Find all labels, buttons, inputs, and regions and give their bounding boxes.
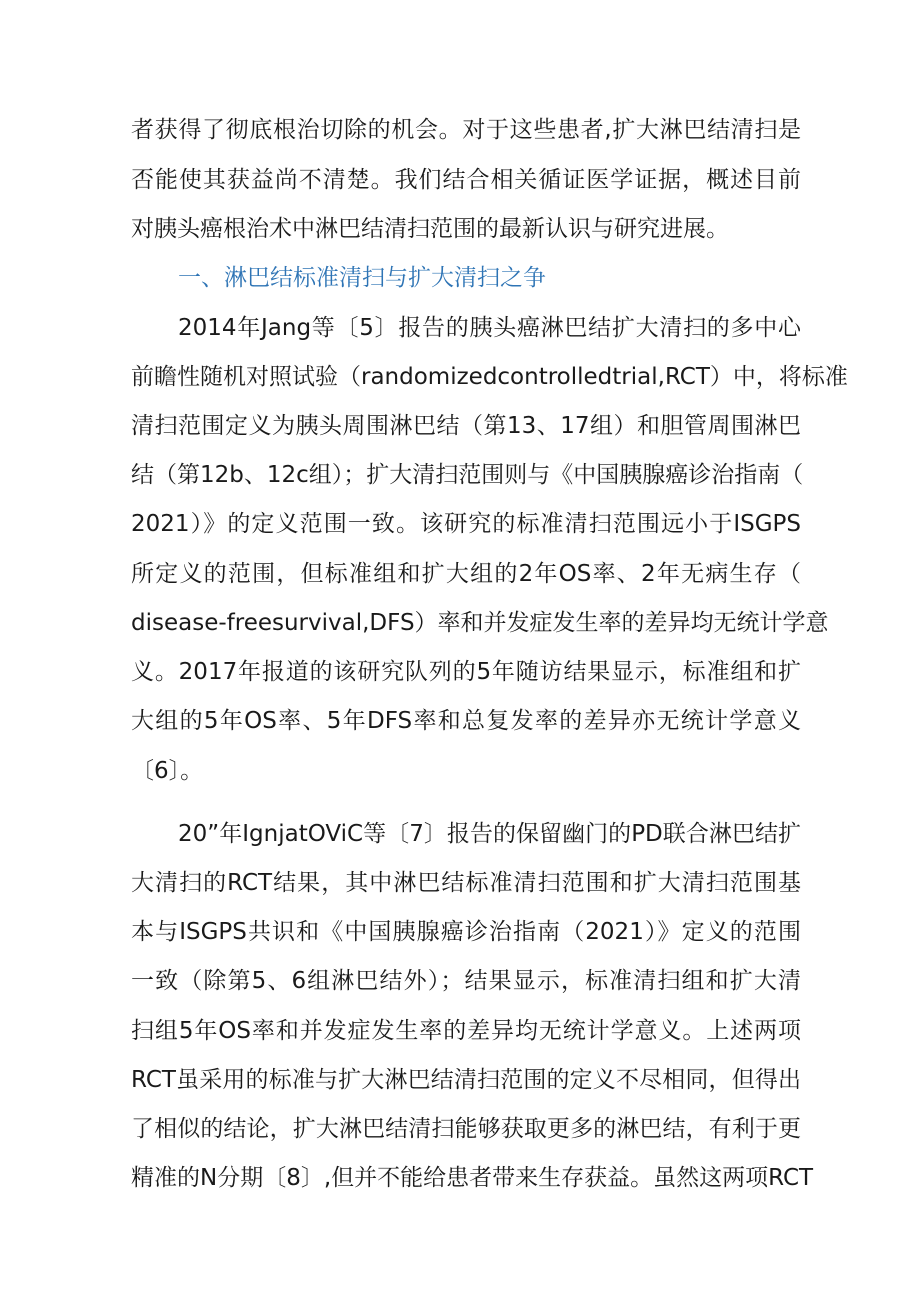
paragraph-line: 大清扫的RCT结果，其中淋巴结标准清扫范围和扩大清扫范围基: [131, 870, 801, 896]
paragraph-line: 前瞻性随机对照试验（randomizedcontrolledtrial,RCT）中，将标准: [131, 364, 848, 390]
paragraph-line: 扫组5年OS率和并发症发生率的差异均无统计学意义。上述两项: [131, 1018, 801, 1044]
section-heading: 一、淋巴结标准清扫与扩大清扫之争: [178, 265, 546, 291]
paragraph-line: 20”年IgnjatOViC等〔7〕报告的保留幽门的PD联合淋巴结扩: [178, 821, 801, 847]
paragraph-line: 2021）》的定义范围一致。该研究的标准清扫范围远小于ISGPS: [131, 511, 801, 537]
paragraph-line: 者获得了彻底根治切除的机会。对于这些患者,扩大淋巴结清扫是: [131, 117, 801, 143]
paragraph-line: 结（第12b、12c组）；扩大清扫范围则与《中国胰腺癌诊治指南（: [131, 462, 804, 488]
paragraph-line: 〔6〕。: [131, 758, 204, 784]
paragraph-line: 2014年Jang等〔5〕报告的胰头癌淋巴结扩大清扫的多中心: [178, 315, 801, 341]
paragraph-line: 对胰头癌根治术中淋巴结清扫范围的最新认识与研究进展。: [131, 216, 729, 242]
paragraph-line: 义。2017年报道的该研究队列的5年随访结果显示，标准组和扩: [131, 659, 801, 685]
paragraph-line: 大组的5年OS率、5年DFS率和总复发率的差异亦无统计学意义: [131, 708, 801, 734]
paragraph-line: RCT虽采用的标准与扩大淋巴结清扫范围的定义不尽相同，但得出: [131, 1067, 801, 1093]
paragraph-line: 本与ISGPS共识和《中国胰腺癌诊治指南（2021）》定义的范围: [131, 919, 801, 945]
paragraph-line: 一致（除第5、6组淋巴结外）；结果显示，标准清扫组和扩大清: [131, 968, 801, 994]
paragraph-line: disease-freesurvival,DFS）率和并发症发生率的差异均无统计学意: [131, 610, 829, 636]
paragraph-line: 所定义的范围，但标准组和扩大组的2年OS率、2年无病生存（: [131, 561, 801, 587]
paragraph-line: 了相似的结论，扩大淋巴结清扫能够获取更多的淋巴结，有利于更: [131, 1116, 801, 1142]
paragraph-line: 否能使其获益尚不清楚。我们结合相关循证医学证据，概述目前: [131, 167, 801, 193]
paragraph-line: 清扫范围定义为胰头周围淋巴结（第13、17组）和胆管周围淋巴: [131, 413, 801, 439]
paragraph-line: 精准的N分期〔8〕,但并不能给患者带来生存获益。虽然这两项RCT: [131, 1165, 814, 1191]
